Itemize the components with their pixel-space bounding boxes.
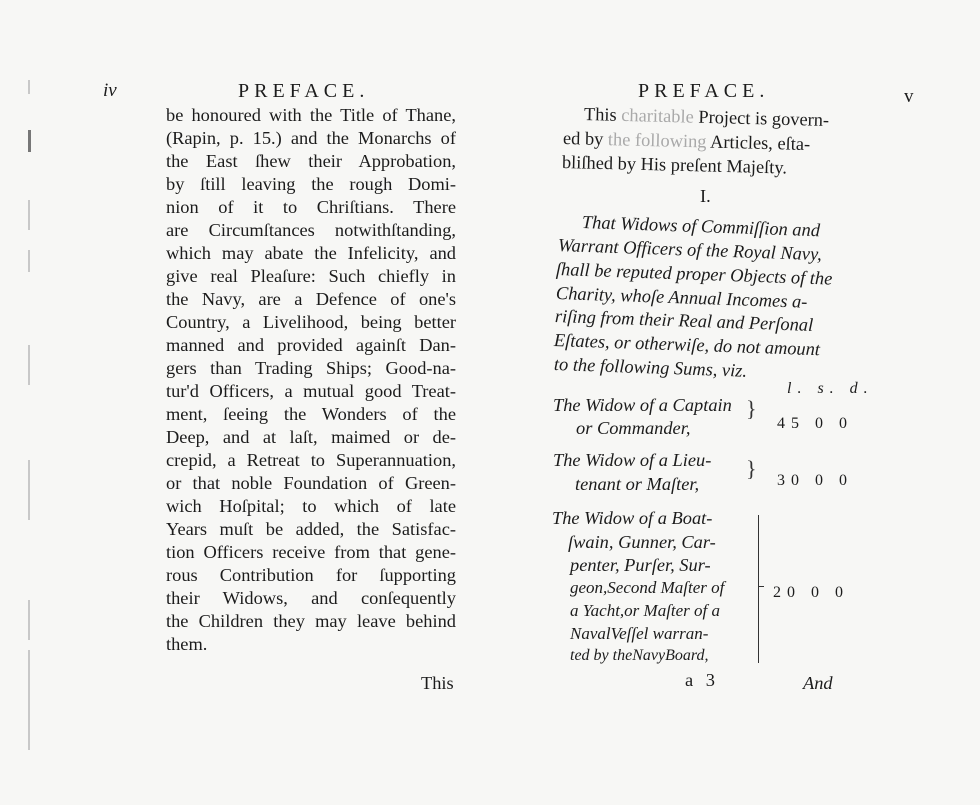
- scan-artifact: [28, 650, 30, 750]
- intro-line: This charitable Project is govern-: [583, 104, 830, 130]
- scan-artifact: [28, 460, 30, 520]
- intro-line: ed by the following Articles, eſta-: [562, 128, 811, 155]
- article-line: Warrant Officers of the Royal Navy,: [557, 235, 823, 265]
- body-line: nion of it to Chriſtians. There: [166, 197, 456, 217]
- body-line: which may abate the Infelicity, and: [166, 243, 456, 263]
- brace: [748, 515, 759, 663]
- body-line: give real Pleaſure: Such chiefly in: [166, 266, 456, 286]
- article-line: Eſtates, or otherwiſe, do not amount: [553, 330, 821, 360]
- page-number-left: iv: [103, 80, 117, 101]
- scan-artifact: [28, 600, 30, 640]
- intro-line: bliſhed by His preſent Majeſty.: [561, 152, 788, 178]
- running-header-left: PREFACE.: [238, 80, 370, 102]
- body-line: be honoured with the Title of Thane,: [166, 105, 456, 125]
- scan-artifact: [28, 80, 30, 94]
- scan-artifact: [28, 200, 30, 230]
- body-line: manned and provided againſt Dan-: [166, 335, 456, 355]
- article-line: riſing from their Real and Perſonal: [554, 306, 814, 336]
- body-line: rous Contribution for ſupporting: [166, 565, 456, 585]
- body-line: or that noble Foundation of Green-: [166, 473, 456, 493]
- row-label-line: The Widow of a Captain: [553, 395, 732, 415]
- scan-artifact: [28, 130, 31, 152]
- currency-header: l. s. d.: [787, 380, 874, 397]
- body-line: them.: [166, 634, 208, 654]
- row-label-line: ted by theNavyBoard,: [570, 647, 709, 664]
- body-line: wich Hoſpital; to which of late: [166, 496, 456, 516]
- body-line: gers than Trading Ships; Good-na-: [166, 358, 456, 378]
- row-label-line: penter, Purſer, Sur-: [570, 555, 711, 575]
- body-line: tur'd Officers, a mutual good Treat-: [166, 381, 456, 401]
- body-line: ment, ſeeing the Wonders of the: [166, 404, 456, 424]
- row-amount: 30 0 0: [777, 472, 853, 489]
- body-line: the East ſhew their Approbation,: [166, 151, 456, 171]
- scan-artifact: [28, 250, 30, 272]
- article-line: to the following Sums, viz.: [553, 354, 748, 381]
- body-line: Deep, and at laſt, maimed or de-: [166, 427, 456, 447]
- row-label-line: geon,Second Maſter of: [570, 578, 725, 597]
- brace: }: [746, 396, 757, 421]
- page-number-right: v: [904, 86, 914, 107]
- row-label-line: ſwain, Gunner, Car-: [568, 532, 716, 552]
- article-numeral: I.: [700, 186, 711, 206]
- body-line: Years muſt be added, the Satisfac-: [166, 519, 456, 539]
- row-label-line: NavalVeſſel warran-: [570, 624, 709, 643]
- row-amount: 20 0 0: [773, 584, 849, 601]
- body-line: Country, a Livelihood, being better: [166, 312, 456, 332]
- row-label-line: The Widow of a Boat-: [552, 508, 713, 528]
- signature-mark: a 3: [685, 670, 719, 690]
- article-line: ſhall be reputed proper Objects of the: [555, 259, 833, 289]
- scan-artifact: [28, 345, 30, 385]
- row-label-line: or Commander,: [576, 418, 691, 438]
- body-line: crepid, a Retreat to Superannuation,: [166, 450, 456, 470]
- body-line: are Circumſtances notwithſtanding,: [166, 220, 456, 240]
- body-line: (Rapin, p. 15.) and the Monarchs of: [166, 128, 456, 148]
- article-line: Charity, whoſe Annual Incomes a-: [555, 283, 808, 312]
- body-line: the Navy, are a Defence of one's: [166, 289, 456, 309]
- catchword-right: And: [803, 673, 833, 693]
- brace: }: [746, 456, 757, 481]
- row-amount: 45 0 0: [777, 415, 853, 432]
- row-label-line: The Widow of a Lieu-: [553, 450, 712, 470]
- body-line: their Widows, and conſequently: [166, 588, 456, 608]
- catchword-left: This: [421, 673, 454, 693]
- body-line: the Children they may leave behind: [166, 611, 456, 631]
- row-label-line: tenant or Maſter,: [575, 474, 700, 494]
- running-header-right: PREFACE.: [638, 80, 770, 102]
- body-line: by ſtill leaving the rough Domi-: [166, 174, 456, 194]
- body-line: tion Officers receive from that gene-: [166, 542, 456, 562]
- row-label-line: a Yacht,or Maſter of a: [570, 601, 721, 620]
- article-line: That Widows of Commiſſion and: [581, 212, 821, 241]
